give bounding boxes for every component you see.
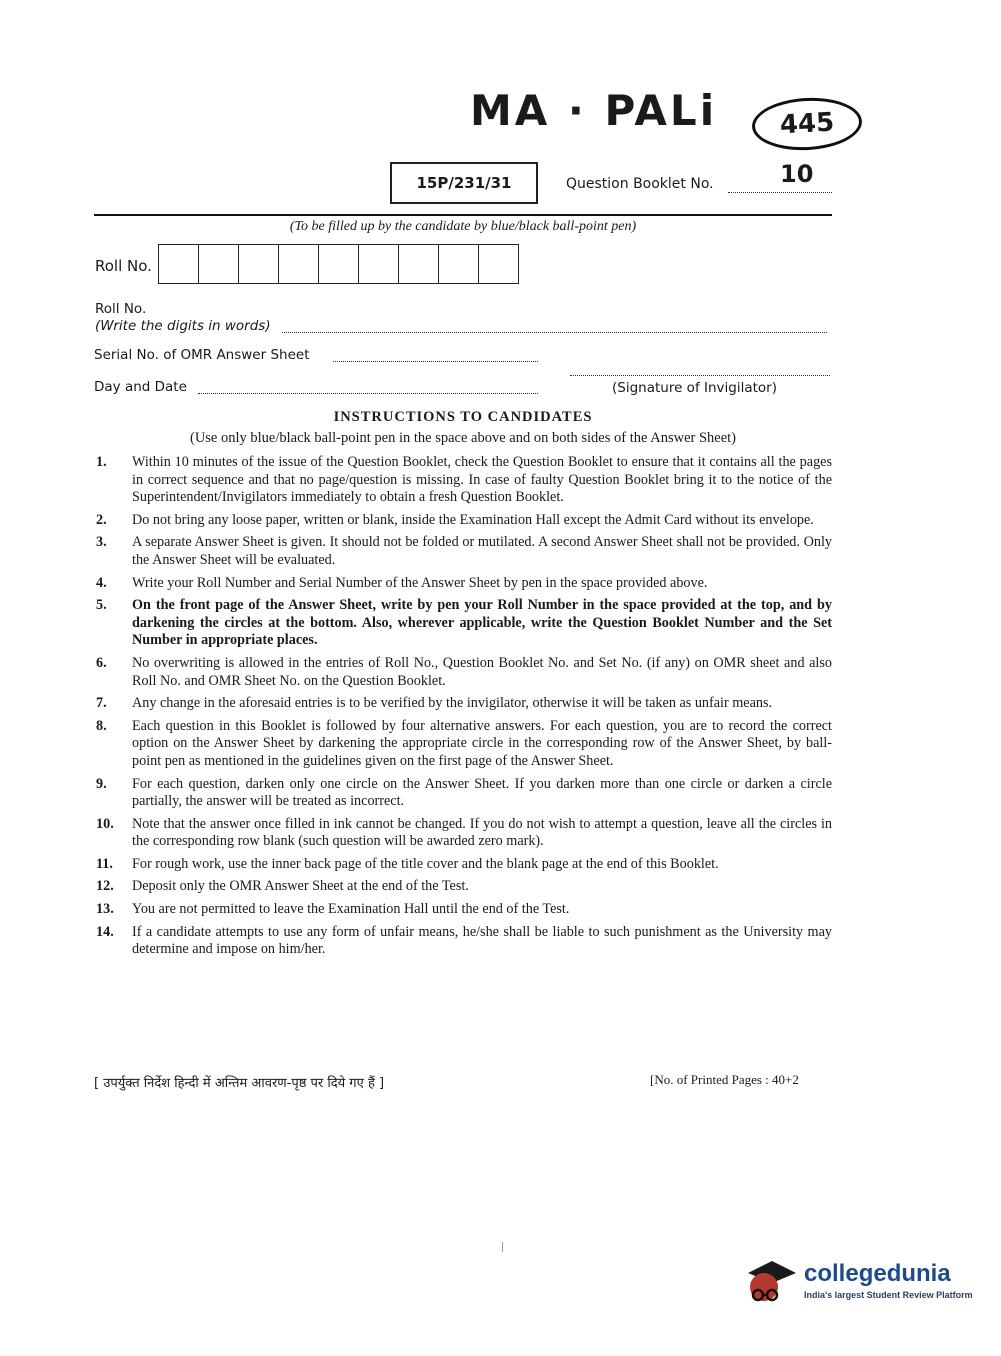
instruction-item xyxy=(96,718,832,771)
instruction-text: For rough work, use the inner back page of the title cover and the blank page at the end of this Booklet. xyxy=(132,855,719,872)
scan-mark xyxy=(502,1242,503,1252)
instruction-number: 3. xyxy=(96,534,107,551)
instruction-text: You are not permitted to leave the Examination Hall until the end of the Test. xyxy=(132,901,570,918)
instruction-text: Deposit only the OMR Answer Sheet at the end of the Test. xyxy=(132,878,469,895)
roll-no-grid[interactable] xyxy=(158,244,519,284)
instruction-number: 10. xyxy=(96,815,114,832)
question-booklet-number: 10 xyxy=(780,160,814,188)
instruction-number: 12. xyxy=(96,878,114,895)
instruction-item xyxy=(96,512,832,530)
hindi-note: [ उपर्युक्त निर्देश हिन्दी में अन्तिम आवरण-पृष्ठ पर दिये गए हैं ] xyxy=(94,1076,385,1091)
roll-no-words-label: Roll No. xyxy=(95,301,147,317)
brand-tagline: India's largest Student Review Platform xyxy=(804,1290,973,1300)
instruction-text: No overwriting is allowed in the entries of Roll No., Question Booklet No. and Set No. (if any) on OMR sheet and also Roll No. and OMR Sheet No. on the Question Booklet. xyxy=(132,654,832,689)
instruction-text: Write your Roll Number and Serial Number of the Answer Sheet by pen in the space provided above. xyxy=(132,574,708,591)
roll-no-cell[interactable] xyxy=(279,244,319,284)
instruction-item xyxy=(96,655,832,690)
instruction-number: 13. xyxy=(96,901,114,918)
brand-name: collegedunia xyxy=(804,1260,951,1287)
instruction-number: 1. xyxy=(96,454,107,470)
instruction-text: Do not bring any loose paper, written or blank, inside the Examination Hall except the Admit Card without its envelope. xyxy=(132,511,814,528)
instruction-number: 6. xyxy=(96,654,107,671)
instruction-number: 7. xyxy=(96,695,107,712)
instruction-number: 11. xyxy=(96,855,113,872)
instruction-text: For each question, darken only one circle on the Answer Sheet. If you darken more than one circle or darken a circle partially, the answer will be treated as incorrect. xyxy=(132,775,832,810)
roll-no-cell[interactable] xyxy=(239,244,279,284)
signature-label: (Signature of Invigilator) xyxy=(612,380,777,396)
day-date-field[interactable] xyxy=(198,393,538,394)
roll-no-cell[interactable] xyxy=(439,244,479,284)
instruction-text: If a candidate attempts to use any form of unfair means, he/she shall be liable to such punishment as the University may determine and impose on him/her. xyxy=(132,923,832,958)
roll-no-cell[interactable] xyxy=(319,244,359,284)
instruction-number: 4. xyxy=(96,574,107,591)
serial-omr-label: Serial No. of OMR Answer Sheet xyxy=(94,347,310,363)
serial-omr-field[interactable] xyxy=(333,361,538,362)
signature-field[interactable] xyxy=(570,375,830,376)
instruction-text: A separate Answer Sheet is given. It should not be folded or mutilated. A second Answer Sheet shall not be provided. Only the Answer Sheet will be evaluated. xyxy=(132,534,832,568)
roll-no-cell[interactable] xyxy=(199,244,239,284)
handwritten-course-code: 445 xyxy=(751,95,864,153)
instruction-item xyxy=(96,695,832,713)
instruction-text: Note that the answer once filled in ink cannot be changed. If you do not wish to attempt a question, leave all the circles in the corresponding row blank (such question will be awarded zero mark). xyxy=(132,815,832,850)
header-divider xyxy=(94,214,832,216)
instruction-number: 5. xyxy=(96,597,107,614)
instruction-item xyxy=(96,924,832,959)
printed-pages-note: [No. of Printed Pages : 40+2 xyxy=(650,1072,799,1087)
handwritten-title: MA · PALi xyxy=(470,86,718,135)
roll-no-words-hint: (Write the digits in words) xyxy=(95,318,271,334)
booklet-code-box: 15P/231/31 xyxy=(390,162,538,204)
fill-note: (To be filled up by the candidate by blue/black ball-point pen) xyxy=(289,219,637,234)
roll-no-cell[interactable] xyxy=(159,244,199,284)
roll-no-label: Roll No. xyxy=(95,257,152,275)
instruction-text: Each question in this Booklet is followed by four alternative answers. For each question, you are to record the correct option on the Answer Sheet by darkening the appropriate circle in the corresponding row of the Answer Sheet, by ball-point pen as mentioned in the guidelines given on the first page of the Answer Sheet. xyxy=(132,717,832,769)
instructions-subheading: (Use only blue/black ball-point pen in the space above and on both sides of the Answer Sheet) xyxy=(189,430,737,446)
instruction-item xyxy=(96,856,832,874)
question-booklet-dotted-line xyxy=(728,192,832,193)
instruction-item xyxy=(96,575,832,593)
instruction-number: 2. xyxy=(96,511,107,528)
roll-no-words-field[interactable] xyxy=(282,332,827,333)
roll-no-cell[interactable] xyxy=(359,244,399,284)
instruction-item xyxy=(96,454,832,507)
instruction-item xyxy=(96,776,832,811)
day-date-label: Day and Date xyxy=(94,379,187,395)
instruction-text: Any change in the aforesaid entries is to be verified by the invigilator, otherwise it will be taken as unfair means. xyxy=(132,695,773,712)
instruction-text: Within 10 minutes of the issue of the Question Booklet, check the Question Booklet to ensure that it contains all the pages in correct sequence and that no page/question is missing. In case of faulty Question Booklet bring it to the notice of the Superintendent/Invigilators immediately to obtain a fresh Question Booklet. xyxy=(132,454,832,506)
instruction-item xyxy=(96,878,832,896)
instruction-item xyxy=(96,597,832,650)
instruction-number: 14. xyxy=(96,923,114,940)
instruction-item xyxy=(96,534,832,569)
question-booklet-label: Question Booklet No. xyxy=(566,176,714,192)
instruction-text: On the front page of the Answer Sheet, write by pen your Roll Number in the space provided at the top, and by darkening the circles at the bottom. Also, wherever applicable, write the Question Booklet Number and the Set Number in appropriate places. xyxy=(132,597,832,649)
instruction-number: 8. xyxy=(96,717,107,734)
instruction-item xyxy=(96,816,832,851)
instructions-heading: INSTRUCTIONS TO CANDIDATES xyxy=(333,409,593,425)
instruction-number: 9. xyxy=(96,775,107,792)
instructions-list xyxy=(96,454,832,964)
instruction-item xyxy=(96,901,832,919)
collegedunia-watermark xyxy=(742,1255,973,1307)
mascot-icon xyxy=(742,1255,798,1307)
roll-no-cell[interactable] xyxy=(479,244,519,284)
roll-no-cell[interactable] xyxy=(399,244,439,284)
